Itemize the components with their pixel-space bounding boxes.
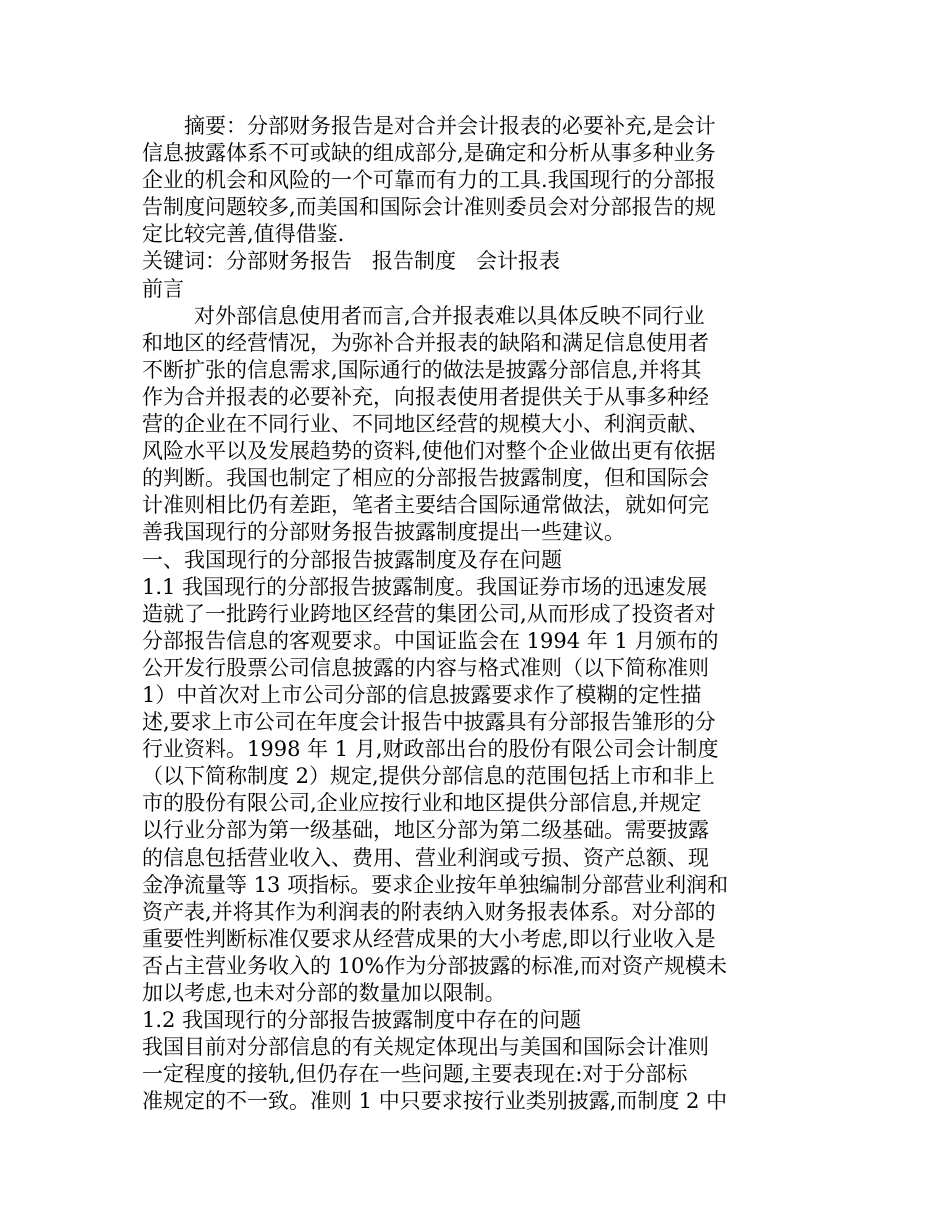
section-1-1-line: 述,要求上市公司在年度会计报告中披露具有分部报告雏形的分	[142, 710, 716, 735]
section-1-1-line: 公开发行股票公司信息披露的内容与格式准则（以下简称准则	[142, 655, 709, 680]
subsection-heading: 1.2 我国现行的分部报告披露制度中存在的问题	[142, 1008, 582, 1033]
preface-line: 和地区的经营情况，为弥补合并报表的缺陷和满足信息使用者	[142, 330, 709, 355]
abstract-line: 告制度问题较多,而美国和国际会计准则委员会对分部报告的规	[142, 195, 716, 220]
abstract	[142, 113, 752, 248]
document-page	[142, 113, 752, 1115]
preface-line: 作为合并报表的必要补充，向报表使用者提供关于从事多种经	[142, 384, 709, 409]
section-1-2-paragraph	[142, 1034, 752, 1115]
section-1-2-line: 我国目前对分部信息的有关规定体现出与美国和国际会计准则	[142, 1035, 709, 1060]
section-1-1-line: 1）中首次对上市公司分部的信息披露要求作了模糊的定性描	[142, 682, 702, 707]
preface-paragraph	[142, 303, 752, 547]
preface-line: 的判断。我国也制定了相应的分部报告披露制度，但和国际会	[142, 466, 709, 491]
section-1-1-paragraph	[142, 574, 752, 1008]
section-1-1-line: 否占主营业务收入的 10%作为分部披露的标准,而对资产规模未	[142, 953, 728, 978]
preface-line: 善我国现行的分部财务报告披露制度提出一些建议。	[142, 520, 625, 545]
preface-line: 营的企业在不同行业、不同地区经营的规模大小、利润贡献、	[142, 412, 709, 437]
section-1-1-line: 以行业分部为第一级基础，地区分部为第二级基础。需要披露	[142, 818, 709, 843]
section-1-1-line: 市的股份有限公司,企业应按行业和地区提供分部信息,并规定	[142, 791, 702, 816]
section-1-1-line: 金净流量等 13 项指标。要求企业按年单独编制分部营业利润和	[142, 872, 729, 897]
section-1-2-line: 准规定的不一致。准则 1 中只要求按行业类别披露,而制度 2 中	[142, 1089, 728, 1114]
preface-heading: 前言	[142, 276, 184, 301]
abstract-line: 信息披露体系不可或缺的组成部分,是确定和分析从事多种业务	[142, 141, 716, 166]
preface-line: 计准则相比仍有差距，笔者主要结合国际通常做法，就如何完	[142, 493, 709, 518]
section-heading: 一、我国现行的分部报告披露制度及存在问题	[142, 547, 562, 572]
section-1-1-line: 的信息包括营业收入、费用、营业利润或亏损、资产总额、现	[142, 845, 709, 870]
abstract-line: 定比较完善,值得借鉴.	[142, 222, 345, 247]
abstract-line: 企业的机会和风险的一个可靠而有力的工具.我国现行的分部报	[142, 168, 716, 193]
section-1-1-line: 加以考虑,也未对分部的数量加以限制。	[142, 981, 506, 1005]
keywords: 关键词：分部财务报告 报告制度 会计报表	[142, 249, 561, 274]
section-1-1-line: （以下简称制度 2）规定,提供分部信息的范围包括上市和非上	[142, 764, 715, 789]
section-1-1-line: 造就了一批跨行业跨地区经营的集团公司,从而形成了投资者对	[142, 601, 716, 626]
section-1-1-line: 行业资料。1998 年 1 月,财政部出台的股份有限公司会计制度	[142, 737, 719, 762]
preface-line: 对外部信息使用者而言,合并报表难以具体反映不同行业	[194, 303, 705, 328]
section-1-1-line: 资产表,并将其作为利润表的附表纳入财务报表体系。对分部的	[142, 899, 716, 924]
abstract-line: 摘要：分部财务报告是对合并会计报表的必要补充,是会计	[184, 114, 716, 138]
preface-line: 风险水平以及发展趋势的资料,使他们对整个企业做出更有依据	[142, 439, 716, 464]
preface-line: 不断扩张的信息需求,国际通行的做法是披露分部信息,并将其	[142, 357, 702, 382]
section-1-1-line: 重要性判断标准仅要求从经营成果的大小考虑,即以行业收入是	[142, 926, 716, 951]
section-1-1-line: 分部报告信息的客观要求。中国证监会在 1994 年 1 月颁布的	[142, 628, 719, 653]
section-1-2-line: 一定程度的接轨,但仍存在一些问题,主要表现在:对于分部标	[142, 1062, 688, 1087]
section-1-1-line: 1.1 我国现行的分部报告披露制度。我国证券市场的迅速发展	[142, 574, 708, 599]
